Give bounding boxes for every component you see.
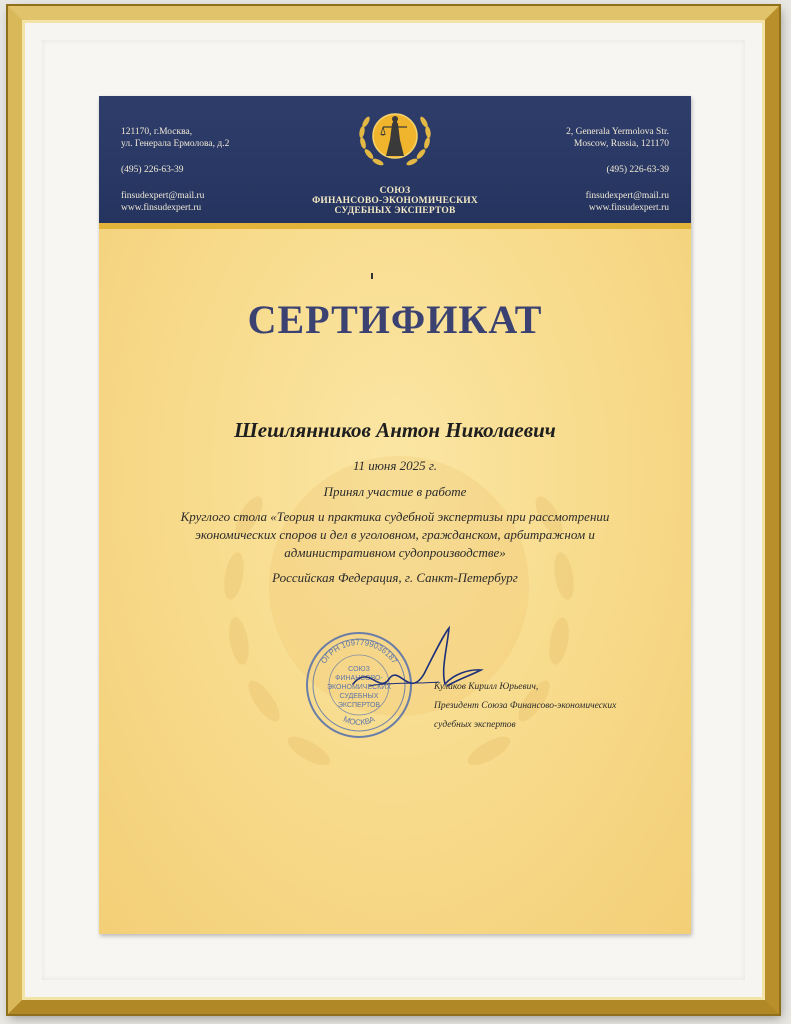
event-line-2: экономических споров и дел в уголовном, гражданском, арбитражном и (195, 527, 595, 542)
address-left-line1: 121170, г.Москва, (121, 127, 193, 137)
address-right-line2: Moscow, Russia, 121170 (573, 139, 669, 149)
certificate-title: СЕРТИФИКАТ (247, 297, 543, 342)
themis-laurel-logo-icon (345, 102, 445, 180)
email-right: finsudexpert@mail.ru (585, 191, 669, 201)
event-description (119, 508, 671, 562)
org-name-line2: ФИНАНСОВО-ЭКОНОМИЧЕСКИХ (312, 196, 478, 206)
org-name-line3: СУДЕБНЫХ ЭКСПЕРТОВ (334, 206, 456, 216)
stamp-top-text: ОГРН 1097799036187 (319, 637, 400, 666)
stamp-center-line5: ЭКСПЕРТОВ (337, 702, 381, 709)
event-line-1: Круглого стола «Теория и практика судебной экспертизы при рассмотрении (180, 509, 610, 524)
address-left-line2: ул. Генерала Ермолова, д.2 (121, 139, 230, 149)
recipient-name: Шешлянников Антон Николаевич (234, 418, 556, 442)
phone-right: (495) 226-63-39 (606, 165, 669, 175)
event-line-3: административном судопроизводстве» (284, 545, 506, 560)
participation-text: Принял участие в работе (323, 484, 467, 499)
header-gold-stripe (99, 223, 691, 229)
email-left: finsudexpert@mail.ru (121, 191, 205, 201)
web-right: www.finsudexpert.ru (588, 203, 669, 213)
letterhead (99, 96, 691, 223)
stamp-center-line1: СОЮЗ (348, 666, 370, 673)
issue-date: 11 июня 2025 г. (352, 458, 438, 473)
stamp-bottom-text: МОСКВА (341, 714, 377, 728)
signer-name: Кулаков Кирилл Юрьевич, (434, 682, 539, 692)
signer-position-line2: судебных экспертов (434, 720, 516, 730)
web-left: www.finsudexpert.ru (121, 203, 202, 213)
stamp-center-line4: СУДЕБНЫХ (339, 693, 379, 700)
stamp-center-line2: ФИНАНСОВО- (335, 675, 383, 682)
signer-position-line1: Президент Союза Финансово-экономических (434, 701, 617, 711)
address-right-line1: 2, Generala Yermolova Str. (566, 127, 669, 137)
event-location: Российская Федерация, г. Санкт-Петербург (272, 570, 518, 585)
organization-name (279, 186, 511, 216)
org-name-line1: СОЮЗ (379, 186, 411, 196)
contacts-left (121, 126, 229, 214)
phone-left: (495) 226-63-39 (121, 165, 184, 175)
ink-mark (371, 273, 373, 279)
contacts-right (566, 126, 669, 214)
stamp-center-line3: ЭКОНОМИЧЕСКИХ (326, 684, 392, 691)
certificate-sheet (99, 96, 691, 934)
signer-block (434, 678, 616, 735)
